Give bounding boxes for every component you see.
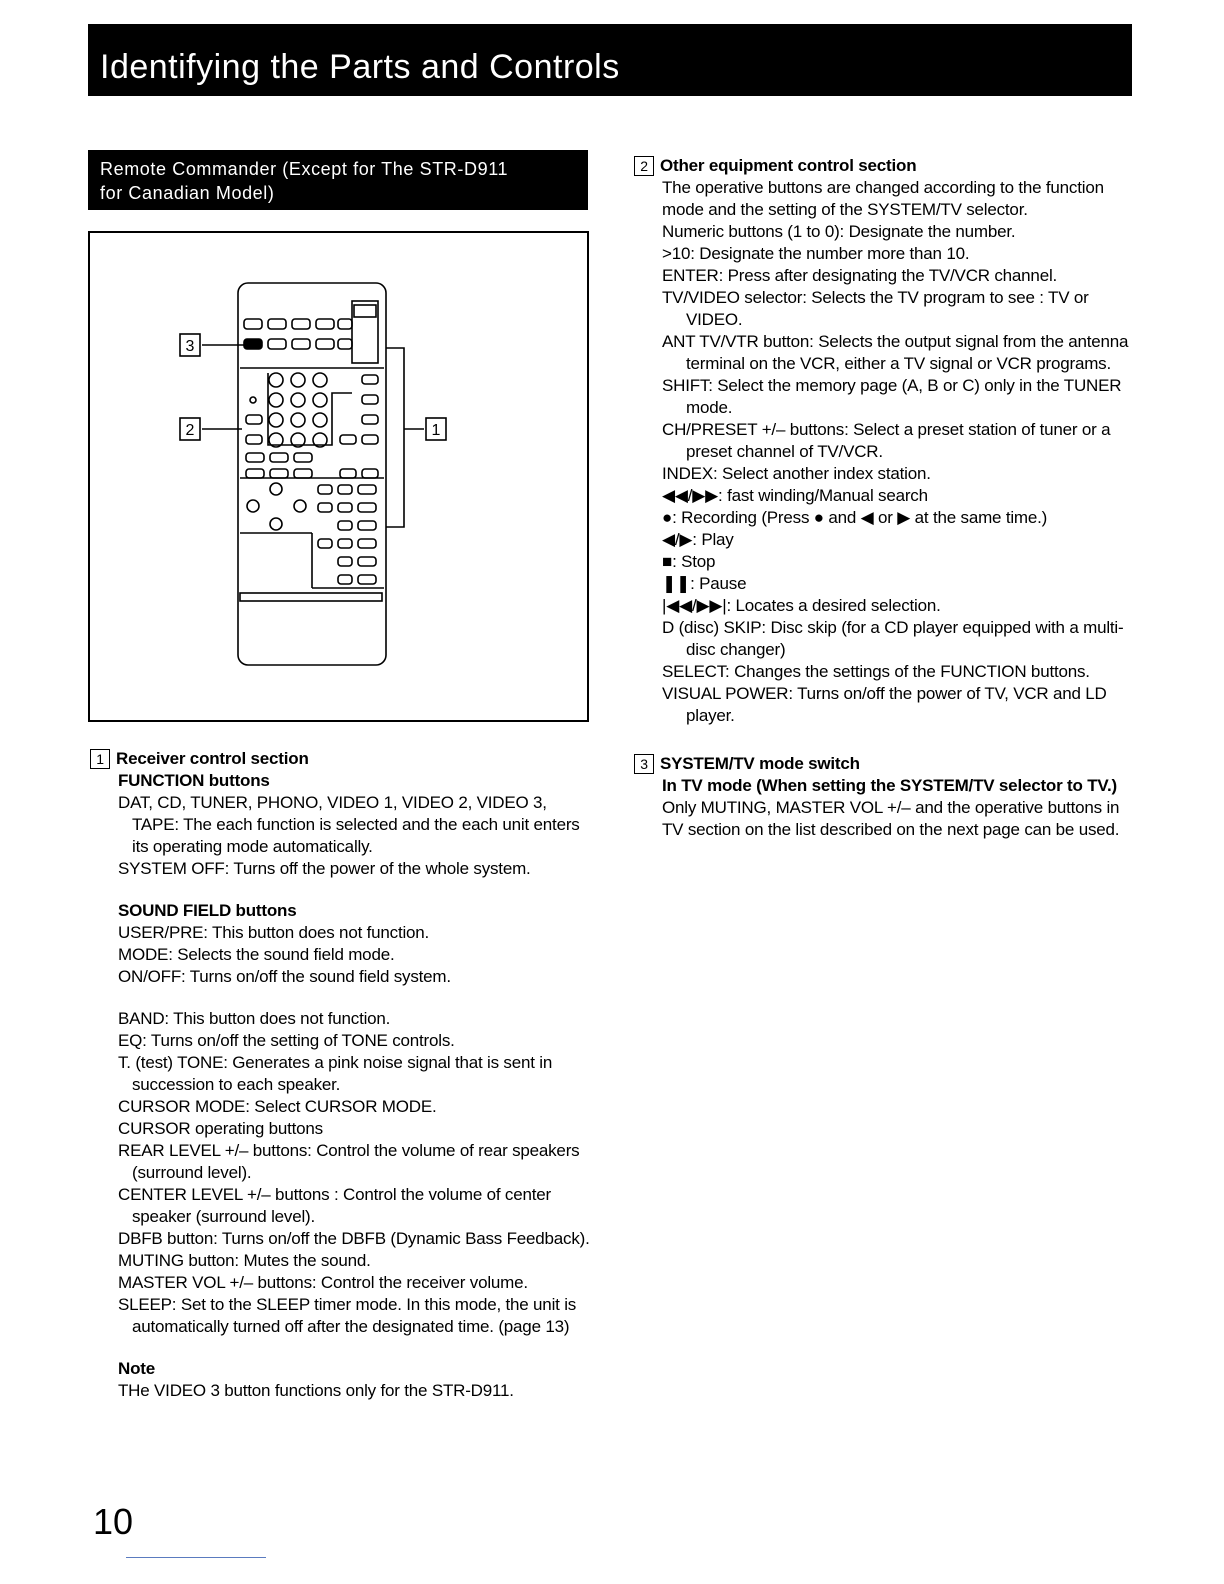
section-3-number: 3 (634, 754, 654, 774)
equipment-line: CH/PRESET +/– buttons: Select a preset station of tuner or a preset channel of TV/VCR. (662, 420, 1111, 461)
section-3-heading-text: SYSTEM/TV mode switch (660, 754, 860, 773)
tv-mode-text: Only MUTING, MASTER VOL +/– and the operative buttons in TV section on the list described on the next page can be used. (662, 798, 1120, 839)
equipment-line: ■: Stop (662, 552, 716, 571)
equipment-line: ◀/▶: Play (662, 530, 734, 549)
section-1-heading (90, 748, 590, 770)
section-1-number: 1 (90, 749, 110, 769)
control-line: T. (test) TONE: Generates a pink noise signal that is sent in succession to each speaker. (118, 1053, 553, 1094)
footer-rule (126, 1557, 266, 1558)
function-line: DAT, CD, TUNER, PHONO, VIDEO 1, VIDEO 2, VIDEO 3, TAPE: The each function is selected and the each unit enters its operating mode automatically. (118, 793, 580, 856)
control-line: BAND: This button does not function. (118, 1009, 391, 1028)
page-title-bar (88, 24, 1132, 96)
other-equipment-section (634, 155, 1144, 841)
equipment-line: SELECT: Changes the settings of the FUNCTION buttons. (662, 662, 1090, 681)
equipment-line: ◀◀/▶▶: fast winding/Manual search (662, 486, 928, 505)
section-2-intro: The operative buttons are changed according to the function mode and the setting of the SYSTEM/TV selector. (662, 178, 1104, 219)
sound-field-line: MODE: Selects the sound field mode. (118, 945, 395, 964)
control-line: SLEEP: Set to the SLEEP timer mode. In this mode, the unit is automatically turned off after the designated time. (page 13) (118, 1295, 577, 1336)
note-text: THe VIDEO 3 button functions only for the STR-D911. (118, 1381, 514, 1400)
control-line: EQ: Turns on/off the setting of TONE controls. (118, 1031, 455, 1050)
equipment-line: TV/VIDEO selector: Selects the TV program to see : TV or VIDEO. (662, 288, 1089, 329)
control-line: MASTER VOL +/– buttons: Control the receiver volume. (118, 1273, 528, 1292)
top-panel (352, 301, 378, 363)
section-2-heading (634, 155, 1144, 177)
control-line: CURSOR MODE: Select CURSOR MODE. (118, 1097, 437, 1116)
equipment-line: ENTER: Press after designating the TV/VCR channel. (662, 266, 1058, 285)
section-1-heading-text: Receiver control section (116, 749, 309, 768)
receiver-control-section (90, 748, 590, 1402)
callout-label-2: 2 (185, 422, 195, 439)
remote-commander-figure (88, 231, 589, 722)
function-line: SYSTEM OFF: Turns off the power of the whole system. (118, 859, 531, 878)
section-2-heading-text: Other equipment control section (660, 156, 917, 175)
page-number: 10 (93, 1501, 134, 1542)
section-title-bar (88, 150, 588, 210)
control-line: MUTING button: Mutes the sound. (118, 1251, 371, 1270)
equipment-line: INDEX: Select another index station. (662, 464, 931, 483)
function-buttons-heading: FUNCTION buttons (118, 771, 270, 790)
control-line: CENTER LEVEL +/– buttons : Control the volume of center speaker (surround level). (118, 1185, 551, 1226)
sound-field-line: ON/OFF: Turns on/off the sound field system. (118, 967, 451, 986)
sound-field-heading: SOUND FIELD buttons (118, 901, 297, 920)
equipment-line: ❚❚: Pause (662, 574, 747, 593)
equipment-line: D (disc) SKIP: Disc skip (for a CD player equipped with a multi-disc changer) (662, 618, 1124, 659)
equipment-line: Numeric buttons (1 to 0): Designate the number. (662, 222, 1016, 241)
callout-label-3: 3 (185, 338, 195, 355)
section-2-number: 2 (634, 156, 654, 176)
callout-label-1: 1 (431, 422, 441, 439)
control-line: CURSOR operating buttons (118, 1119, 323, 1138)
control-line: REAR LEVEL +/– buttons: Control the volume of rear speakers (surround level). (118, 1141, 580, 1182)
note-heading: Note (118, 1359, 155, 1378)
equipment-line: ●: Recording (Press ● and ◀ or ▶ at the same time.) (662, 508, 1048, 527)
page-title: Identifying the Parts and Controls (100, 48, 620, 86)
remote-diagram (90, 233, 587, 720)
equipment-line: VISUAL POWER: Turns on/off the power of TV, VCR and LD player. (662, 684, 1107, 725)
equipment-line: ANT TV/VTR button: Selects the output signal from the antenna terminal on the VCR, either a TV signal or VCR programs. (662, 332, 1129, 373)
tv-mode-subheading: In TV mode (When setting the SYSTEM/TV selector to TV.) (662, 776, 1117, 795)
section-3-heading (634, 753, 1144, 775)
equipment-line: |◀◀/▶▶|: Locates a desired selection. (662, 596, 941, 615)
section-title-line2: for Canadian Model) (100, 183, 275, 203)
equipment-line: SHIFT: Select the memory page (A, B or C) only in the TUNER mode. (662, 376, 1122, 417)
sound-field-line: USER/PRE: This button does not function. (118, 923, 430, 942)
section-title-line1: Remote Commander (Except for The STR-D911 (100, 159, 509, 179)
equipment-line: >10: Designate the number more than 10. (662, 244, 970, 263)
control-line: DBFB button: Turns on/off the DBFB (Dynamic Bass Feedback). (118, 1229, 590, 1248)
